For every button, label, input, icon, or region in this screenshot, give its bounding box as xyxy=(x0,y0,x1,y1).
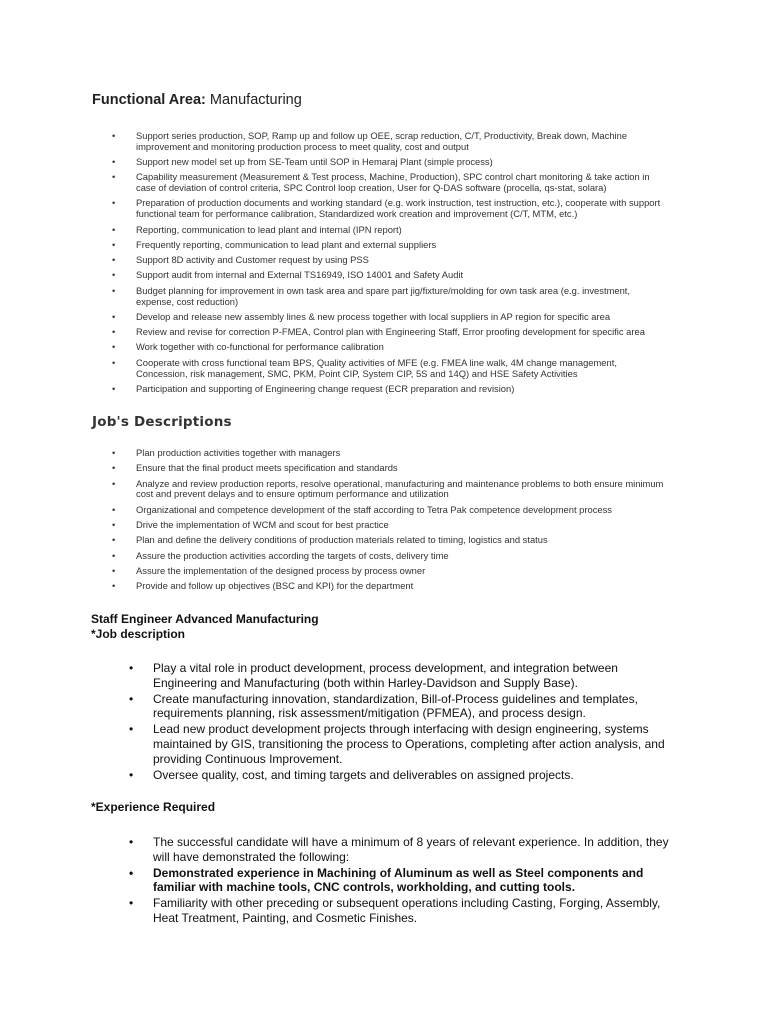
list-item xyxy=(92,157,664,168)
list-item-text: Drive the implementation of WCM and scout for best practice xyxy=(136,518,389,530)
staff-engineer-heading xyxy=(91,612,319,642)
jobs-descriptions-heading: Job's Descriptions xyxy=(92,414,232,430)
list-item xyxy=(91,896,681,926)
list-item-text: Demonstrated experience in Machining of Aluminum as well as Steel components and familiar with machine tools, CNC controls, workholding, and cutting tools. xyxy=(153,865,644,895)
list-item-text: Reporting, communication to lead plant and internal (IPN report) xyxy=(136,223,402,235)
list-item xyxy=(92,358,664,380)
bullet-icon: • xyxy=(129,767,134,782)
list-item-text: Support series production, SOP, Ramp up and follow up OEE, scrap reduction, C/T, Productivity, Break down, Machine improvement and monitoring production process to meet quality, cost and output xyxy=(136,130,628,152)
bullet-icon: • xyxy=(112,356,116,368)
bullet-icon: • xyxy=(112,130,116,141)
bullet-icon: • xyxy=(112,534,116,546)
list-item xyxy=(92,270,664,281)
bullet-icon: • xyxy=(112,156,116,168)
list-item-text: Ensure that the final product meets specification and standards xyxy=(136,462,398,474)
list-item-text: Play a vital role in product development, process development, and integration between Engineering and Manufacturing (both within Harley-Davidson and Supply Base). xyxy=(153,661,618,690)
functional-area-value: Manufacturing xyxy=(209,92,302,108)
bullet-icon: • xyxy=(112,197,116,209)
list-item xyxy=(92,384,664,395)
list-item-text: Assure the production activities according the targets of costs, delivery time xyxy=(136,549,449,561)
job-description-subtitle: *Job description xyxy=(91,627,186,641)
list-item-text: The successful candidate will have a minimum of 8 years of relevant experience. In addition, they will have demonstrated the following: xyxy=(153,835,669,864)
list-item xyxy=(92,286,664,308)
list-item xyxy=(92,225,664,236)
list-item-text: Analyze and review production reports, resolve operational, manufacturing and maintenance problems to both ensure minimum cost and prevent delays and to ensure optimum performance and utilization xyxy=(136,477,664,500)
list-item xyxy=(92,255,664,266)
list-item xyxy=(91,768,681,783)
list-item-text: Plan production activities together with managers xyxy=(136,447,341,458)
list-item-text: Preparation of production documents and working standard (e.g. work instruction, test instruction, etc.), cooperate with support functional team for performance calibration, Standardized work creation and improvement (C/T, MTM, etc.) xyxy=(136,197,661,220)
list-item-text: Familiarity with other preceding or subsequent operations including Casting, Forging, Assembly, Heat Treatment, Painting, and Cosmetic Finishes. xyxy=(153,896,661,925)
bullet-icon: • xyxy=(112,341,116,353)
list-item xyxy=(92,566,664,577)
list-item xyxy=(91,661,681,691)
bullet-icon: • xyxy=(112,580,116,592)
bullet-icon: • xyxy=(112,477,116,489)
staff-engineer-title: Staff Engineer Advanced Manufacturing xyxy=(91,612,319,626)
functional-area-heading xyxy=(92,92,302,108)
bullet-icon: • xyxy=(129,835,134,849)
list-item-text: Develop and release new assembly lines & new process together with local suppliers in AP region for specific area xyxy=(136,310,611,322)
bullet-icon: • xyxy=(112,238,116,250)
list-item xyxy=(92,312,664,323)
list-item-text: Capability measurement (Measurement & Test process, Machine, Production), SPC control chart monitoring & take action in case of deviation of control criteria, SPC Control loop creation, User for Q-DAS software (procella, qs-stat, solara) xyxy=(136,171,650,194)
list-item xyxy=(92,581,664,592)
list-item xyxy=(92,240,664,251)
bullet-icon: • xyxy=(112,503,116,515)
list-item-text: Provide and follow up objectives (BSC and KPI) for the department xyxy=(136,580,414,592)
list-item xyxy=(92,463,664,474)
bullet-icon: • xyxy=(112,326,116,338)
jobs-descriptions-list xyxy=(92,448,664,596)
list-item xyxy=(91,866,681,896)
list-item-text: Support new model set up from SE-Team until SOP in Hemaraj Plant (simple process) xyxy=(136,156,493,168)
bullet-icon: • xyxy=(129,865,134,880)
list-item xyxy=(92,131,664,153)
list-item xyxy=(92,327,664,338)
bullet-icon: • xyxy=(112,269,116,281)
bullet-icon: • xyxy=(112,254,116,266)
list-item-text: Organizational and competence development of the staff according to Tetra Pak competence development process xyxy=(136,503,612,515)
list-item xyxy=(91,835,681,865)
list-item-text: Create manufacturing innovation, standardization, Bill-of-Process guidelines and templates, requirements planning, risk assessment/mitigation (PFMEA), and process design. xyxy=(153,691,638,721)
list-item-text: Assure the implementation of the designed process by process owner xyxy=(136,564,426,576)
bullet-icon: • xyxy=(112,223,116,235)
list-item-text: Lead new product development projects through interfacing with design engineering, systems maintained by GIS, transitioning the process to Operations, completing after action analysis, and providing Continuous Improvement. xyxy=(153,722,665,766)
bullet-icon: • xyxy=(112,310,116,322)
list-item xyxy=(92,172,664,194)
bullet-icon: • xyxy=(112,549,116,561)
list-item-text: Review and revise for correction P-FMEA, Control plan with Engineering Staff, Error proofing development for specific area xyxy=(136,326,645,338)
functional-area-label: Functional Area: xyxy=(92,92,206,108)
list-item-text: Participation and supporting of Engineering change request (ECR preparation and revision) xyxy=(136,382,515,394)
list-item xyxy=(92,505,664,516)
list-item-text: Support audit from internal and External TS16949, ISO 14001 and Safety Audit xyxy=(136,269,464,281)
list-item-text: Cooperate with cross functional team BPS, Quality activities of MFE (e.g. FMEA line walk, 4M change management, Concession, risk management, SMC, PKM, Point CIP, System CIP, 5S and 14Q) and HSE Safety Activities xyxy=(136,356,617,379)
list-item xyxy=(92,448,664,459)
list-item xyxy=(92,342,664,353)
list-item-text: Oversee quality, cost, and timing targets and deliverables on assigned projects. xyxy=(153,767,574,782)
experience-required-heading: *Experience Required xyxy=(91,800,216,814)
bullet-icon: • xyxy=(112,564,116,576)
list-item xyxy=(92,535,664,546)
list-item-text: Work together with co-functional for performance calibration xyxy=(136,341,384,353)
list-item xyxy=(92,551,664,562)
staff-engineer-list xyxy=(91,661,681,783)
list-item-text: Plan and define the delivery conditions of production materials related to timing, logistics and status xyxy=(136,534,548,546)
bullet-icon: • xyxy=(129,896,134,911)
list-item xyxy=(92,520,664,531)
bullet-icon: • xyxy=(112,462,116,474)
list-item-text: Budget planning for improvement in own task area and spare part jig/fixture/molding for own task area (e.g. investment, expense, cost reduction) xyxy=(136,284,631,307)
list-item xyxy=(91,692,681,722)
list-item xyxy=(91,722,681,766)
functional-area-list xyxy=(92,131,664,399)
bullet-icon: • xyxy=(129,661,134,675)
bullet-icon: • xyxy=(112,518,116,530)
bullet-icon: • xyxy=(112,284,116,296)
bullet-icon: • xyxy=(129,722,134,737)
experience-list xyxy=(91,835,681,927)
bullet-icon: • xyxy=(112,171,116,183)
list-item xyxy=(92,479,664,501)
bullet-icon: • xyxy=(112,382,116,394)
bullet-icon: • xyxy=(112,447,116,458)
list-item-text: Support 8D activity and Customer request by using PSS xyxy=(136,254,369,266)
list-item xyxy=(92,198,664,220)
bullet-icon: • xyxy=(129,691,134,706)
list-item-text: Frequently reporting, communication to lead plant and external suppliers xyxy=(136,238,437,250)
